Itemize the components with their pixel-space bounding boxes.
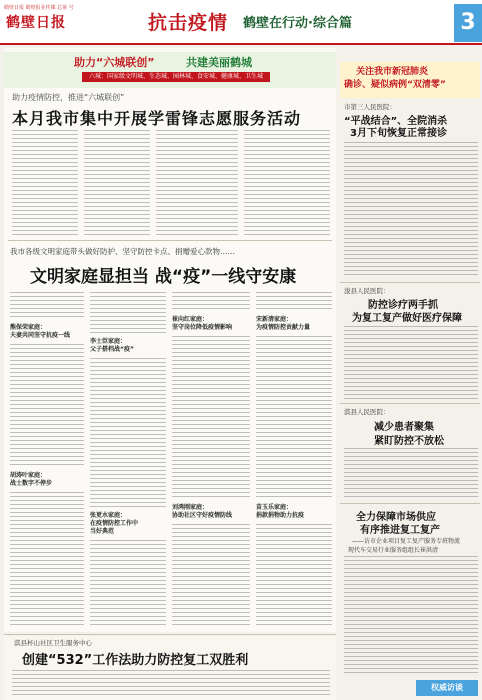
- article2-body-col3c: [172, 524, 250, 626]
- bottom-article-body: [12, 670, 330, 698]
- right-article2-headline-2: 为复工复产做好医疗保障: [352, 313, 462, 324]
- article2-body-col4a: [256, 292, 332, 312]
- article2-body-col4b: [256, 336, 332, 500]
- right-divider-1: [340, 282, 480, 283]
- article1-body-col1: [12, 130, 78, 236]
- section-subtitle: 鹤壁在行动·综合篇: [243, 16, 352, 31]
- article2-body-col4c: [256, 524, 332, 626]
- right-article1-kicker: 市第三人民医院：: [344, 103, 396, 111]
- article2-subhead-7: 宋新清家庭： 为疫情防控贡献力量: [256, 316, 311, 331]
- bottom-article-headline: 创建“532”工作法助力防控复工双胜利: [22, 653, 249, 668]
- right-article1-headline-1: “平战结合”、全院消杀: [344, 116, 448, 127]
- banner-subtitle-bar: 六城：国家级文明城、生态城、园林城、食安城、健康城、卫生城: [82, 72, 270, 82]
- article2-body-col1b: [10, 344, 84, 468]
- article1-body-col2: [84, 130, 150, 236]
- page-number: 3: [454, 4, 482, 42]
- right-article4-headline-2: 有序推进复工复产: [360, 525, 440, 536]
- right-article3-kicker: 淇县人民医院：: [344, 408, 390, 416]
- article2-body-col2c: [90, 540, 166, 626]
- article2-subhead-8: 苗玉乐家庭： 捐款捐物助力抗疫: [256, 504, 305, 519]
- masthead-divider: [0, 43, 482, 45]
- article2-subhead-6: 刘鸿刚家庭： 协助社区守好疫情防线: [172, 504, 233, 519]
- right-article2-kicker: 浚县人民医院：: [344, 287, 390, 295]
- article2-body-col1c: [10, 492, 84, 626]
- article2-body-col2b: [90, 358, 166, 508]
- masthead-meta: 鹤壁日报 鹤壁报业传媒 总第 号: [4, 5, 74, 11]
- right-divider-3: [340, 503, 480, 504]
- right-header-title-2: 确诊、疑似病例“双清零”: [344, 80, 446, 90]
- banner-title-2: 共建美丽鹤城: [186, 56, 252, 69]
- right-article3-headline-2: 紧盯防控不放松: [374, 436, 444, 447]
- article2-subhead-2: 胡涛叶家庭： 战士数字不停步: [10, 472, 53, 487]
- right-article4-headline-1: 全力保障市场供应: [356, 512, 436, 523]
- article2-body-col3b: [172, 336, 250, 500]
- article1-body-col3: [156, 130, 238, 236]
- right-article2-headline-1: 防控诊疗两手抓: [368, 300, 438, 311]
- right-divider-2: [340, 403, 480, 404]
- article2-subhead-1: 熊保荣家庭： 夫妻共同坚守抗疫一线: [10, 324, 71, 339]
- authoritative-interview-label: 权威访谈: [416, 680, 478, 696]
- bottom-article-kicker: 淇县杯山社区卫生服务中心: [14, 639, 92, 647]
- right-article1-body: [344, 142, 478, 278]
- article1-body-col4: [244, 130, 330, 236]
- article2-subhead-3: 李士臣家庭： 父子搭档战“疫”: [90, 338, 134, 353]
- article2-headline: 文明家庭显担当 战“疫”一线守安康: [30, 267, 297, 287]
- article1-divider: [8, 240, 332, 241]
- right-article3-headline-1: 减少患者聚集: [374, 422, 434, 433]
- liucheng-banner: [4, 52, 336, 88]
- article2-body-col3a: [172, 292, 250, 312]
- right-article4-body: [344, 556, 478, 676]
- right-header-title-1: 关注我市新冠肺炎: [356, 67, 429, 77]
- banner-title: 助力“六城联创”: [74, 56, 155, 69]
- right-article2-body: [344, 326, 478, 400]
- section-title: 抗击疫情: [148, 12, 229, 34]
- article2-body-col2a: [90, 292, 166, 334]
- right-article4-subtitle-1: ——访市企业项目复工复产服务专班物流: [352, 538, 461, 545]
- article1-kicker: 助力疫情防控，推进“六城联创”: [12, 93, 125, 102]
- article2-kicker: 我市各级文明家庭带头做好防护、坚守防控卡点、捐赠爱心款物……: [10, 247, 235, 256]
- article2-subhead-4: 张更水家庭： 在疫情防控工作中 当好典范: [90, 512, 139, 535]
- newspaper-logo: 鹤壁日报: [6, 15, 66, 31]
- bottom-divider: [4, 634, 336, 635]
- right-article4-subtitle-2: 现代车交易行业服务组组长崔洪清: [348, 547, 439, 554]
- article2-body-col1: [10, 292, 84, 320]
- right-article1-headline-2: 3月下旬恢复正常接诊: [350, 128, 447, 139]
- article1-headline: 本月我市集中开展学雷锋志愿服务活动: [12, 109, 302, 128]
- article2-subhead-5: 崔向红家庭： 坚守岗位降低疫情影响: [172, 316, 233, 331]
- right-article3-body: [344, 448, 478, 500]
